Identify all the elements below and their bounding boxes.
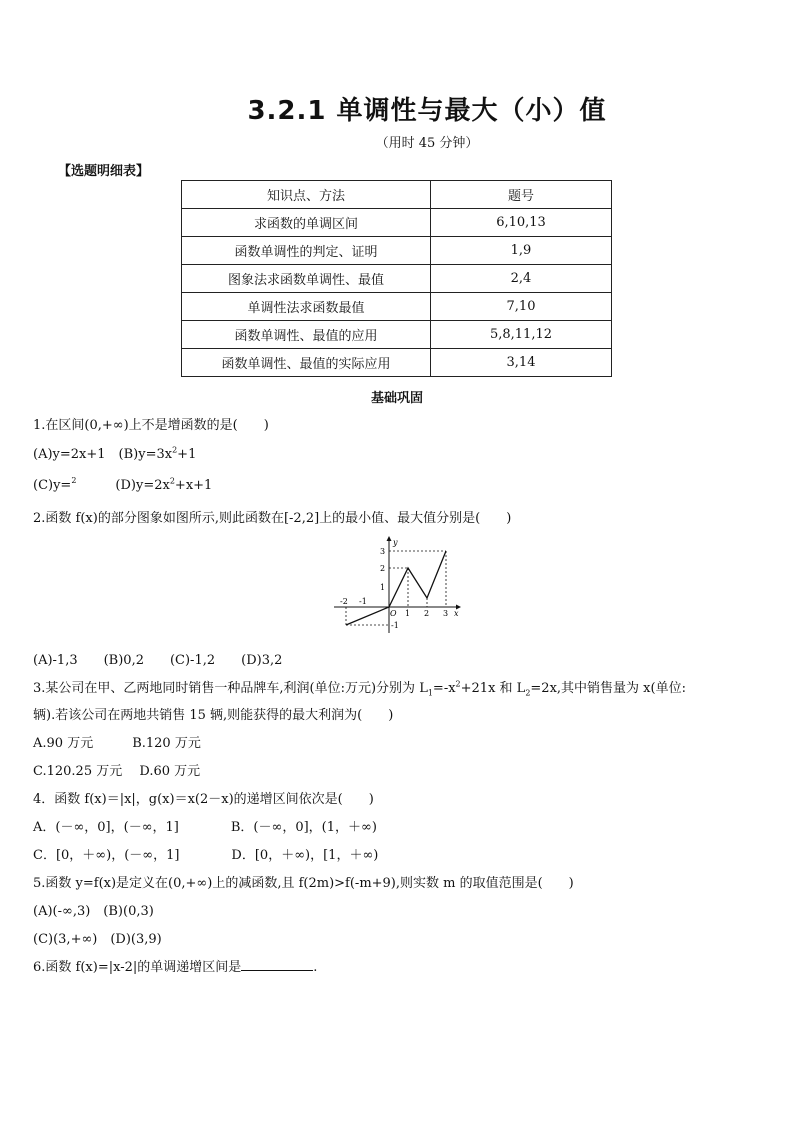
table-cell: 5,8,11,12 — [431, 321, 612, 349]
table-row — [182, 321, 612, 349]
q6-stem: 6.函数 f(x)=|x-2|的单调递增区间是 . — [33, 960, 318, 975]
table-cell: 2,4 — [431, 265, 612, 293]
table-cell: 函数单调性、最值的应用 — [182, 321, 431, 349]
q4-stem: 4．函数 f(x)＝|x|，g(x)＝x(2－x)的递增区间依次是( ) — [33, 792, 374, 807]
q5-options-cd: (C)(3,+∞) (D)(3,9) — [33, 932, 162, 947]
q2-options: (A)-1,3 (B)0,2 (C)-1,2 (D)3,2 — [33, 653, 283, 668]
table-row — [182, 237, 612, 265]
q5-stem: 5.函数 y=f(x)是定义在(0,+∞)上的减函数,且 f(2m)>f(-m+9),则实数 m 的取值范围是( ) — [33, 876, 574, 891]
q3-stem: 3.某公司在甲、乙两地同时销售一种品牌车,利润(单位:万元)分别为 $L_1=-x^2+21x$ 和 $L_2=2x$,其中销售量为 x(单位: — [33, 679, 686, 698]
q1-stem: 1.在区间(0,+∞)上不是增函数的是( ) — [33, 418, 269, 433]
table-cell: 函数单调性、最值的实际应用 — [182, 349, 431, 377]
table-cell: 7,10 — [431, 293, 612, 321]
function-graph — [332, 535, 462, 635]
y-axis-arrow — [387, 536, 392, 541]
q1-options-ab: (A)y=2x+1 $(B)y=3x^2+1$ — [33, 445, 197, 462]
table-cell: 6,10,13 — [431, 209, 612, 237]
table-cell: 求函数的单调区间 — [182, 209, 431, 237]
time-note: （用时 45 分钟） — [375, 136, 479, 151]
x-tick: -1 — [359, 597, 367, 606]
answer-blank[interactable] — [241, 958, 313, 971]
table-label: 【选题明细表】 — [58, 164, 150, 179]
x-tick: 2 — [424, 609, 430, 618]
q2-stem: 2.函数 f(x)的部分图象如图所示,则此函数在[-2,2]上的最小值、最大值分别是( ) — [33, 511, 512, 526]
q1-options-cd: (C)y=2 $(D)y=2x^2+x+1$ — [33, 476, 213, 493]
x-tick: -2 — [340, 597, 348, 606]
table-row — [182, 349, 612, 377]
table-row — [182, 293, 612, 321]
q3-stem-cont: 辆).若该公司在两地共销售 15 辆,则能获得的最大利润为( ) — [33, 708, 394, 723]
column-header: 题号 — [431, 181, 612, 209]
table-cell: 单调性法求函数最值 — [182, 293, 431, 321]
fraction: 2 — [71, 476, 77, 485]
q4-options-cd: C．[0，＋∞)，(－∞，1] D．[0，＋∞)，[1，＋∞) — [33, 848, 379, 863]
x-tick: 1 — [405, 609, 411, 618]
topic-table — [181, 180, 612, 377]
y-axis-label: y — [393, 538, 398, 547]
page-title: 3.2.1 单调性与最大（小）值 — [247, 96, 607, 126]
y-tick: 2 — [380, 564, 386, 573]
table-cell: 函数单调性的判定、证明 — [182, 237, 431, 265]
y-tick: 3 — [380, 547, 386, 556]
x-axis-label: x — [454, 609, 459, 618]
q3-options-cd: C.120.25 万元 D.60 万元 — [33, 764, 201, 779]
q5-options-ab: (A)(-∞,3) (B)(0,3) — [33, 904, 154, 919]
table-cell: 1,9 — [431, 237, 612, 265]
y-tick: 1 — [380, 583, 386, 592]
section-heading: 基础巩固 — [370, 391, 423, 406]
column-header: 知识点、方法 — [182, 181, 431, 209]
origin-label: O — [390, 609, 397, 618]
q3-options-ab: A.90 万元 B.120 万元 — [33, 736, 201, 751]
x-tick: 3 — [443, 609, 449, 618]
q4-options-ab: A．(－∞，0]，(－∞，1] B．(－∞，0]，(1，＋∞) — [33, 820, 377, 835]
table-cell: 图象法求函数单调性、最值 — [182, 265, 431, 293]
table-row — [182, 265, 612, 293]
y-tick: -1 — [391, 621, 399, 630]
table-row — [182, 209, 612, 237]
table-header-row — [182, 181, 612, 209]
table-cell: 3,14 — [431, 349, 612, 377]
